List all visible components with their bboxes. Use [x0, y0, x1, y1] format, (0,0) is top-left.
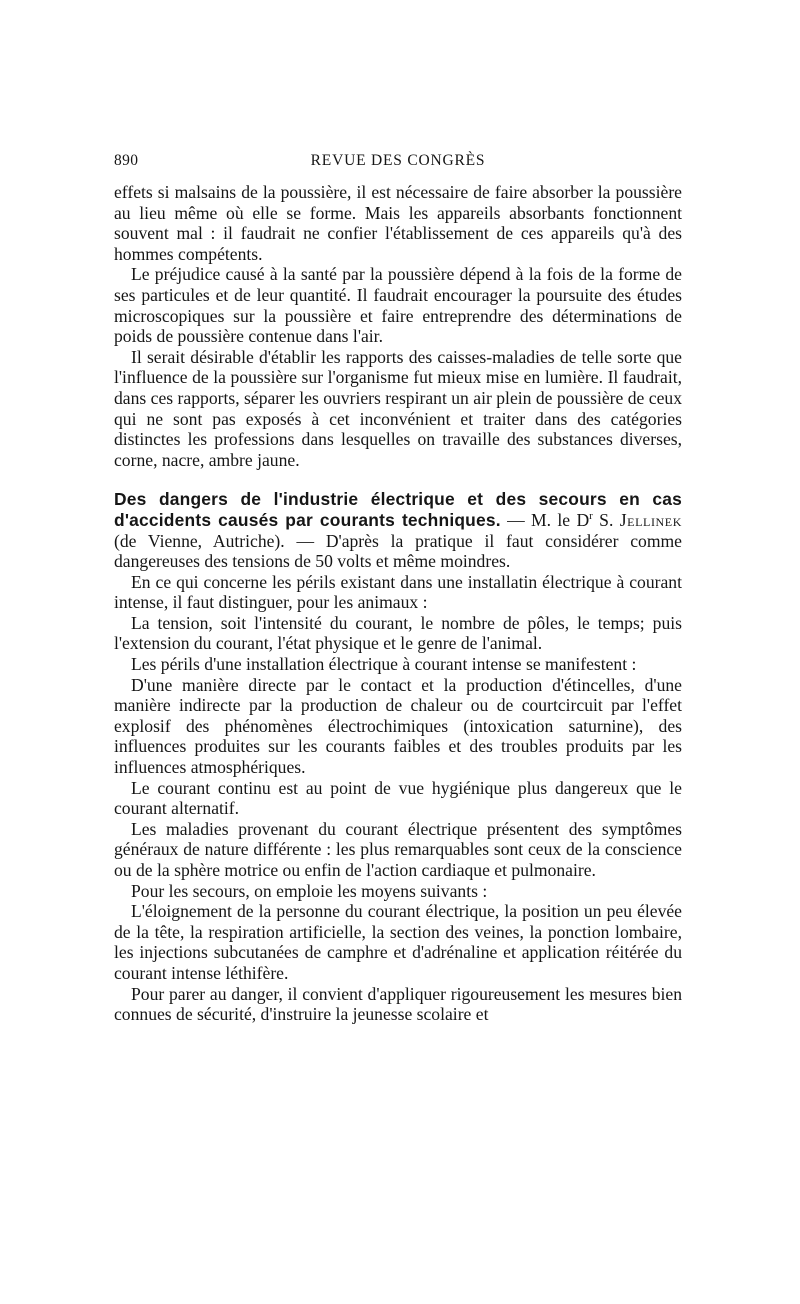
- running-head: [114, 152, 682, 182]
- paragraph-dust-health-damage: Le préjudice causé à la santé par la poussière dépend à la fois de la forme de ses particules et de leur quantité. Il faudrait encourager la poursuite des études microscopiques sur la poussière et faire entreprendre des déterminations de poids de poussière contenue dans l'air.: [114, 264, 682, 347]
- paragraph-intense-current-perils: En ce qui concerne les périls existant dans une installatin électrique à courant intense, il faut distinguer, pour les animaux :: [114, 571, 682, 613]
- byline-suffix: (de Vienne, Autriche). — D'après la pratique il faut considérer comme dangereuses des tensions de 50 volts et même moindres.: [114, 530, 682, 572]
- doctor-abbreviation-superscript: r: [589, 510, 593, 523]
- running-title: REVUE DES CONGRÈS: [310, 152, 486, 169]
- paragraph-prevention: Pour parer au danger, il convient d'appliquer rigoureusement les mesures bien connues de sécurité, d'instruire la jeunesse scolaire et: [114, 983, 682, 1025]
- paragraph-tension-factors: La tension, soit l'intensité du courant, le nombre de pôles, le temps; puis l'extension du courant, l'état physique et le genre de l'animal.: [114, 612, 682, 654]
- author-surname: Jellinek: [619, 509, 682, 530]
- author-initial: S.: [592, 509, 620, 530]
- paragraph-sickness-fund-reports: Il serait désirable d'établir les rapports des caisses-maladies de telle sorte que l'influence de la poussière sur l'organisme fut mieux mise en lumière. Il faudrait, dans ces rapports, séparer les ouvriers respirant un air plein de poussière de ceux qui ne sont pas exposés à cet inconvénient et traiter dans des catégories distinctes les professions dans lesquelles on travaille des substances diverses, corne, nacre, ambre jaune.: [114, 346, 682, 470]
- body-text: [114, 182, 682, 1025]
- paragraph-dust-absorption: effets si malsains de la poussière, il est nécessaire de faire absorber la poussière au lieu même où elle se forme. Mais les appareils absorbants fonctionnent souvent mal : il faudrait ne confier l'établissement de ces appareils qu'à des hommes compétents.: [114, 182, 682, 264]
- paragraph-direct-indirect-perils: D'une manière directe par le contact et la production d'étincelles, d'une manière indirecte par la production de chaleur ou de courtcircuit par l'effet explosif des phénomènes électrochimiques (intoxication saturnine), des influences produites sur les courants faibles et des troubles produits par les influences atmosphériques.: [114, 674, 682, 778]
- section-heading-paragraph: [114, 489, 682, 571]
- book-page: [114, 152, 682, 1025]
- paragraph-symptoms: Les maladies provenant du courant électrique présentent des symptômes généraux de nature différente : les plus remarquables sont ceux de la conscience ou de la sphère motrice ou enfin de l'action cardiaque et pulmonaire.: [114, 818, 682, 880]
- byline-prefix: — M. le D: [500, 509, 590, 530]
- paragraph-perils-manifest: Les périls d'une installation électrique à courant intense se manifestent :: [131, 654, 637, 675]
- section-title: Des dangers de l'industrie électrique et des secours en cas d'accidents causés par courants techniques.: [114, 489, 682, 530]
- section-gap: [114, 470, 682, 489]
- paragraph-continuous-current: Le courant continu est au point de vue hygiénique plus dangereux que le courant alternatif.: [114, 777, 682, 819]
- page-number: 890: [114, 152, 139, 169]
- paragraph-rescue-procedures: L'éloignement de la personne du courant électrique, la position un peu élevée de la tête, la respiration artificielle, la section des veines, la ponction lombaire, les injections subcutanées de camphre et d'adrénaline et application réitérée du courant intense léthifère.: [114, 901, 682, 983]
- paragraph-rescue-means: Pour les secours, on emploie les moyens suivants :: [131, 880, 488, 901]
